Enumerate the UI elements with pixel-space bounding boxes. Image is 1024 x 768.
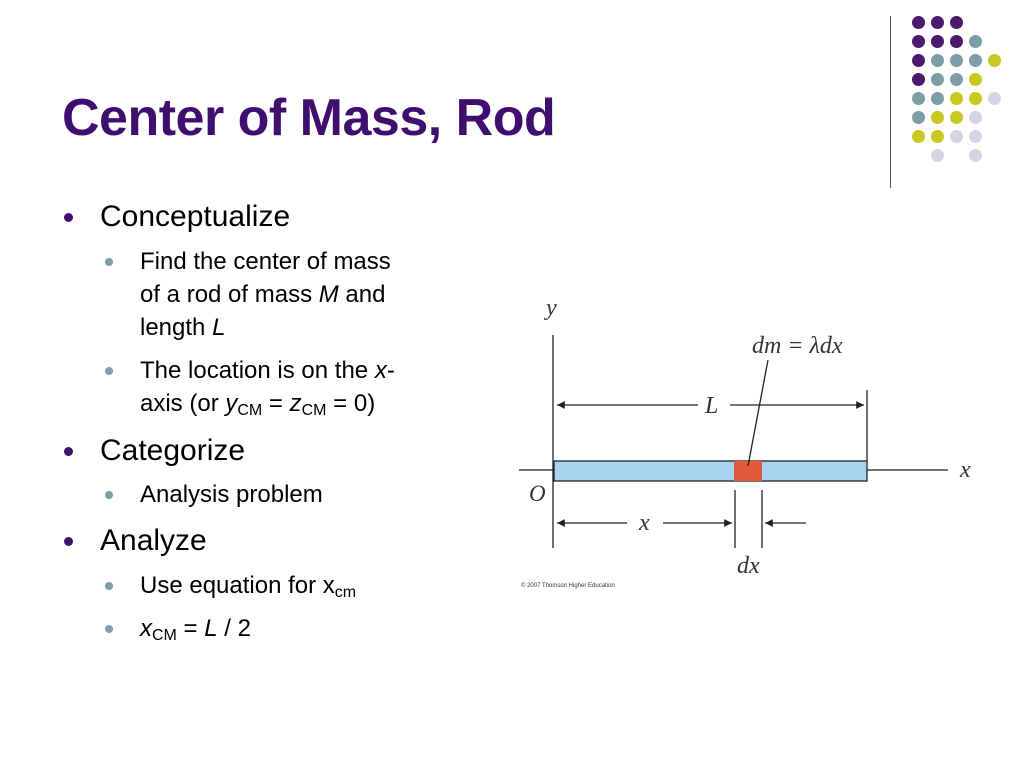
subscript: CM — [301, 402, 327, 419]
text-run: The location is on the — [140, 357, 375, 384]
sub-bullet-marker — [105, 625, 113, 633]
bullet-marker — [64, 537, 73, 546]
sub-bullet-xcm-equation — [140, 612, 251, 645]
x-axis-label: x — [960, 457, 971, 483]
sub-bullet-location-line1 — [140, 354, 395, 387]
dx-label: dx — [737, 553, 760, 579]
text-run: length — [140, 314, 213, 341]
rod-diagram — [500, 288, 990, 593]
sub-bullet-find-line1: Find the center of mass — [140, 248, 391, 275]
text-run: = — [262, 390, 290, 417]
x-symbol: x — [374, 357, 387, 384]
text-run: and — [338, 281, 386, 308]
bullet-conceptualize: Conceptualize — [100, 200, 291, 233]
dm-equation-label: dm = λdx — [752, 333, 843, 359]
bullet-marker — [64, 213, 73, 222]
bullet-categorize: Categorize — [100, 434, 246, 467]
figure-copyright: © 2007 Thomson Higher Education — [521, 583, 615, 589]
text-run: axis (or — [140, 390, 226, 417]
text-run: / 2 — [217, 615, 251, 642]
text-run: - — [386, 357, 395, 384]
sub-bullet-marker — [105, 258, 113, 266]
mass-symbol: M — [318, 281, 339, 308]
dm-leader-line — [748, 360, 768, 466]
length-symbol: L — [204, 615, 218, 642]
x-distance-label: x — [639, 510, 650, 536]
sub-bullet-marker — [105, 491, 113, 499]
text-run: = 0) — [326, 390, 376, 417]
y-axis-label: y — [546, 295, 557, 321]
sub-bullet-location-line2 — [140, 387, 375, 420]
bullet-marker — [64, 447, 73, 456]
text-run: = — [176, 615, 205, 642]
subscript: cm — [334, 584, 357, 601]
x-symbol: x — [140, 615, 152, 642]
sub-bullet-find-line3 — [140, 311, 225, 344]
text-run: Use equation for x — [140, 572, 335, 599]
bullet-analyze: Analyze — [100, 524, 207, 557]
z-symbol: z — [289, 390, 302, 417]
subscript: CM — [237, 402, 263, 419]
sub-bullet-analysis-problem: Analysis problem — [140, 481, 323, 508]
y-symbol: y — [225, 390, 238, 417]
rod — [554, 461, 867, 481]
sub-bullet-find-line2 — [140, 278, 385, 311]
sub-bullet-use-equation — [140, 569, 356, 602]
text-run: of a rod of mass — [140, 281, 319, 308]
length-label: L — [705, 393, 719, 419]
length-symbol: L — [212, 314, 226, 341]
sub-bullet-marker — [105, 582, 113, 590]
sub-bullet-marker — [105, 367, 113, 375]
origin-label: O — [529, 481, 546, 506]
slide-title: Center of Mass, Rod — [62, 89, 556, 147]
subscript: CM — [152, 627, 177, 644]
